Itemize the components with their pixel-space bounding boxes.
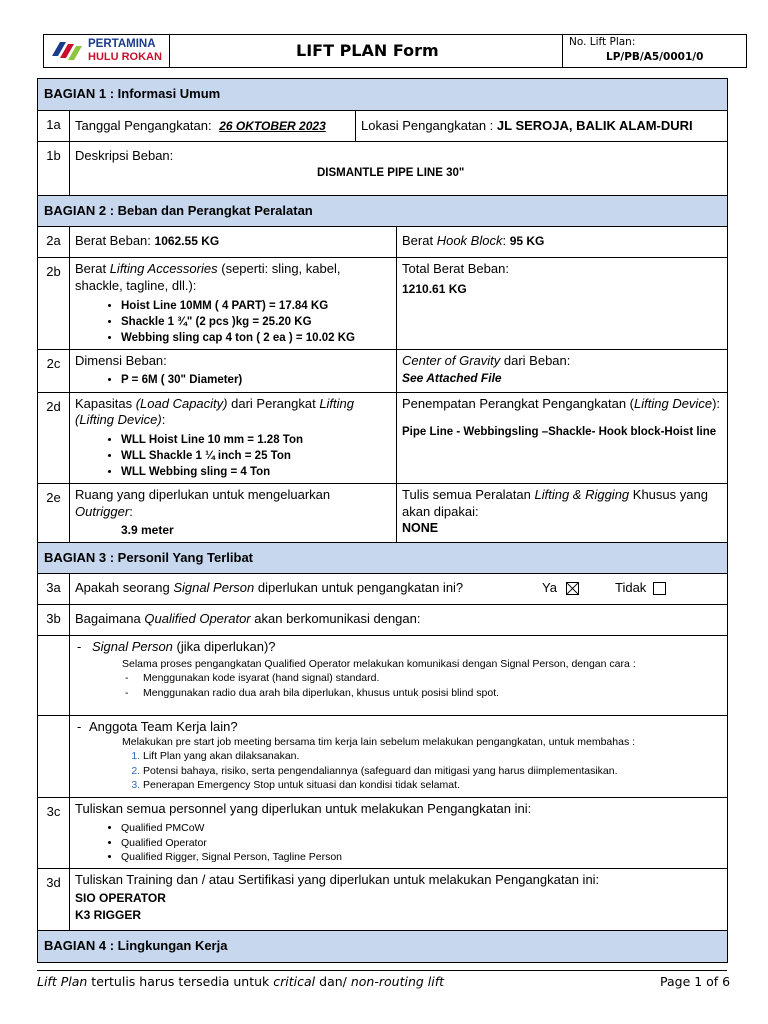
capacity-label-mid: dari Perangkat	[231, 395, 316, 411]
special-equipment-cell	[397, 484, 728, 543]
list-item: • P = 6M ( 30" Diameter)	[121, 372, 391, 388]
signal-intro: Selama proses pengangkatan Qualified Operator melakukan komunikasi dengan Signal Person, dengan cara :	[122, 657, 636, 670]
load-weight-label: Berat Beban:	[75, 233, 151, 249]
accessories-label-pre: Berat	[75, 261, 107, 277]
equipment-label-pre: Tulis semua Peralatan	[402, 487, 531, 503]
signal-question-post: diperlukan untuk pengangkatan ini?	[257, 580, 464, 596]
signal-label-italic: Signal Person	[91, 639, 173, 655]
personnel-cell	[70, 798, 728, 869]
capacity-label-italic2: Lifting (Lifting Device)	[75, 395, 355, 428]
load-dimension-label: Dimensi Beban:	[75, 352, 167, 368]
list-item: 3. Penerapan Emergency Stop untuk situasi dan kondisi tidak selamat.	[143, 778, 722, 792]
load-description-value: DISMANTLE PIPE LINE 30"	[317, 167, 465, 180]
personnel-list	[75, 821, 722, 865]
accessories-list	[75, 298, 391, 346]
row-number: 2b	[38, 258, 70, 350]
cog-value: See Attached File	[402, 371, 502, 386]
signal-methods-list	[75, 671, 722, 700]
outrigger-value: 3.9 meter	[121, 523, 174, 538]
hook-label-pre: Berat	[402, 233, 434, 249]
accessories-label-post: (seperti: sling, kabel, shackle, tagline, dll.):	[75, 261, 341, 293]
training-item: K3 RIGGER	[75, 907, 142, 922]
pertamina-logo	[50, 38, 86, 64]
training-cell	[70, 868, 728, 930]
footer-note: Lift Plan tertulis harus tersedia untuk critical dan/ non-routing lift	[37, 974, 445, 989]
load-description-label: Deskripsi Beban:	[75, 147, 174, 163]
hook-block-value: 95 KG	[509, 234, 545, 249]
outrigger-space-cell	[70, 484, 397, 543]
signal-label-post: (jika diperlukan)?	[176, 639, 276, 655]
hook-label-italic: Hook Block	[436, 233, 503, 249]
outrigger-label-pre: Ruang yang diperlukan untuk mengeluarkan	[75, 487, 331, 503]
row-number-empty	[38, 716, 70, 798]
placement-value: Pipe Line - Webbingsling –Shackle- Hook block-Hoist line	[402, 426, 717, 439]
row-number: 2a	[38, 227, 70, 258]
logo-line2: HULU ROKAN	[88, 51, 162, 63]
list-item: • WLL Shackle 1 ¼ inch = 25 Ton	[121, 448, 391, 464]
no-label: Tidak	[615, 580, 647, 596]
capacity-label-pre: Kapasitas	[75, 395, 133, 411]
communication-question-cell	[70, 605, 728, 636]
lift-date-label: Tanggal Pengangkatan:	[75, 117, 212, 133]
equipment-label-post: Khusus yang akan dipakai:	[402, 487, 708, 519]
section-2-header: BAGIAN 2 : Beban dan Perangkat Peralatan	[38, 195, 728, 227]
team-dash: -	[77, 719, 82, 735]
signal-question-pre: Apakah seorang	[75, 580, 170, 596]
cog-label-post: dari Beban:	[503, 352, 571, 368]
comm-question-pre: Bagaimana	[75, 611, 141, 627]
capacity-list	[75, 432, 391, 480]
form-title: LIFT PLAN Form	[296, 41, 439, 60]
comm-question-italic: Qualified Operator	[144, 611, 251, 627]
row-number: 3a	[38, 574, 70, 605]
center-of-gravity-cell	[397, 349, 728, 392]
pertamina-logo-icon	[50, 38, 86, 64]
hook-label-post: :	[502, 233, 507, 249]
row-number: 1a	[38, 110, 70, 141]
team-comm-cell	[70, 716, 728, 798]
capacity-label-italic1: (Load Capacity)	[135, 395, 228, 411]
list-item: • Qualified PMCoW	[121, 821, 722, 836]
load-weight-value: 1062.55 KG	[154, 234, 220, 249]
hook-block-cell	[397, 227, 728, 258]
list-item: • Hoist Line 10MM ( 4 PART) = 17.84 KG	[121, 298, 391, 314]
placement-label-pre: Penempatan Perangkat Pengangkatan (	[402, 395, 635, 411]
lift-plan-table	[37, 78, 728, 963]
no-checkbox[interactable]	[653, 582, 666, 595]
team-label: Anggota Team Kerja lain?	[88, 719, 238, 735]
accessories-label-italic: Lifting Accessories	[109, 261, 218, 277]
list-item: • WLL Hoist Line 10 mm = 1.28 Ton	[121, 432, 391, 448]
section-3-header: BAGIAN 3 : Personil Yang Terlibat	[38, 542, 728, 574]
load-dimension-cell	[70, 349, 397, 392]
lift-plan-no-value: LP/PB/A5/0001/0	[606, 51, 704, 63]
total-weight-label: Total Berat Beban:	[402, 261, 509, 277]
list-item: 2. Potensi bahaya, risiko, serta pengendaliannya (safeguard dan mitigasi yang harus diimplementasikan.	[143, 764, 722, 778]
yes-label: Ya	[542, 580, 557, 596]
list-item: 1. Lift Plan yang akan dilaksanakan.	[143, 749, 722, 763]
signal-question-italic: Signal Person	[173, 580, 255, 596]
row-number-empty	[38, 636, 70, 716]
yes-checkbox[interactable]	[566, 582, 579, 595]
row-number: 3d	[38, 868, 70, 930]
cog-label-italic: Center of Gravity	[402, 352, 501, 368]
placement-label-post: ):	[712, 395, 721, 411]
list-item: - Menggunakan radio dua arah bila diperlukan, khusus untuk posisi blind spot.	[125, 687, 500, 700]
outrigger-label-post: :	[129, 503, 133, 519]
list-item: • Shackle 1 ¾" (2 pcs )kg = 25.20 KG	[121, 314, 391, 330]
row-number: 3b	[38, 605, 70, 636]
row-number: 2c	[38, 349, 70, 392]
footer-divider	[37, 970, 727, 971]
list-item: - Menggunakan kode isyarat (hand signal) standard.	[125, 672, 380, 685]
total-weight-cell	[397, 258, 728, 350]
equipment-label-italic: Lifting & Rigging	[534, 487, 630, 503]
outrigger-label-italic: Outrigger	[75, 503, 130, 519]
training-label: Tuliskan Training dan / atau Sertifikasi yang diperlukan untuk melakukan Pengangkatan ini:	[75, 871, 600, 887]
capacity-label-post: :	[161, 412, 166, 428]
personnel-label: Tuliskan semua personnel yang diperlukan untuk melakukan Pengangkatan ini:	[75, 801, 532, 817]
lift-location-value: JL SEROJA, BALIK ALAM-DURI	[496, 117, 693, 133]
section-4-header: BAGIAN 4 : Lingkungan Kerja	[38, 930, 728, 962]
load-capacity-cell	[70, 392, 397, 484]
signal-person-comm-cell	[70, 636, 728, 716]
total-weight-value: 1210.61 KG	[402, 281, 467, 296]
list-item: • Qualified Rigger, Signal Person, Tagline Person	[121, 850, 722, 865]
page-number: Page 1 of 6	[660, 974, 731, 989]
lift-date-value: 26 OKTOBER 2023	[219, 118, 326, 133]
list-item: • WLL Webbing sling = 4 Ton	[121, 464, 391, 480]
signal-person-question-cell	[70, 574, 728, 605]
training-item: SIO OPERATOR	[75, 890, 166, 905]
placement-label-italic: Lifting Device	[634, 395, 713, 411]
row-number: 2d	[38, 392, 70, 484]
lift-location-cell	[356, 110, 728, 141]
row-number: 3c	[38, 798, 70, 869]
load-description-cell	[70, 141, 728, 195]
row-number: 1b	[38, 141, 70, 195]
lifting-accessories-cell	[70, 258, 397, 350]
logo-line1: PERTAMINA	[88, 38, 156, 50]
list-item: • Webbing sling cap 4 ton ( 2 ea ) = 10.02 KG	[121, 330, 391, 346]
load-weight-cell	[70, 227, 397, 258]
dimension-list	[75, 372, 391, 388]
equipment-value: NONE	[402, 521, 439, 536]
lift-plan-no-label: No. Lift Plan:	[569, 36, 636, 48]
signal-dash: -	[77, 639, 82, 655]
section-1-header: BAGIAN 1 : Informasi Umum	[38, 79, 728, 111]
list-item: • Qualified Operator	[121, 836, 722, 851]
lift-location-label: Lokasi Pengangkatan :	[361, 117, 494, 133]
row-number: 2e	[38, 484, 70, 543]
team-intro: Melakukan pre start job meeting bersama tim kerja lain sebelum melakukan pengangkatan, untuk membahas :	[122, 735, 636, 748]
team-topics-list	[75, 749, 722, 792]
lift-date-cell	[70, 110, 356, 141]
device-placement-cell	[397, 392, 728, 484]
comm-question-post: akan berkomunikasi dengan:	[254, 611, 421, 627]
